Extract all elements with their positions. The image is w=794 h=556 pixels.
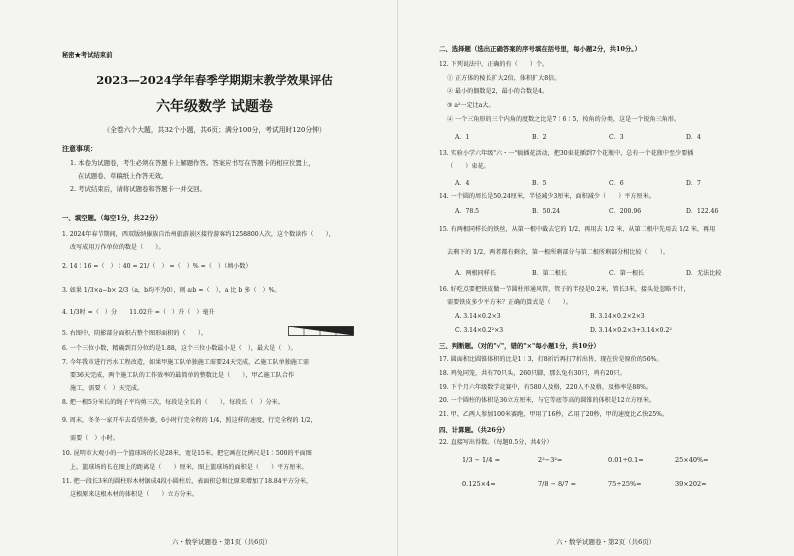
question-6: 6. 一个三位小数，精确到百分位约是1.88，这个三位小数最小是（ ），最大是（ ）。 (62, 345, 297, 352)
question-13: 13. 实验小学六年级"六・一"搞插花活动，把30束花插到7个花瓶中，总有一个花瓶中至少要插 (439, 150, 694, 157)
section-judge: 三、判断题。（对的"√"，错的"×"每小题1分，共10分） (439, 342, 600, 350)
question-9b: 需要（ ）小时。 (70, 435, 119, 442)
q12-item-1: ① 正方体的棱长扩大2倍，体积扩大8倍。 (447, 75, 561, 82)
note-1b: 在试题卷、草稿纸上作答无效。 (78, 172, 168, 180)
judge-17: 17. 圆面积比圆锥体积的比是1∶3，打8折后再打7折出售，现在价是原价的56%。 (439, 356, 663, 363)
q15-option-c: C．第一根长 (609, 270, 645, 277)
question-8: 8. 把一根5分米长的绳子平均剪三次，每段是全长的（ ），每段长（ ）分米。 (62, 399, 284, 406)
section-choice: 二、选择题（选出正确答案的序号填在括号里，每小题2分，共10分。） (439, 45, 641, 53)
question-10: 10. 昆明市大观小的一个篮球场的长是28米，宽是15米。把它画在比例尺是1∶500的平面图 (62, 450, 312, 457)
q14-option-b: B．50.24 (532, 208, 561, 215)
calc-5: 0.125×4= (462, 480, 496, 488)
note-2: 2. 考试结束后，请将试题卷和答题卡一并交回。 (70, 185, 206, 193)
q12-item-4: ④ 一个三角形的三个内角的度数之比是7∶6∶5，按角的分类，这是一个锐角三角形。 (447, 116, 680, 123)
q13-option-a: A．4 (455, 180, 470, 187)
q13-option-c: C．6 (609, 180, 624, 187)
q13-option-d: D．7 (686, 180, 701, 187)
q12-option-a: A．1 (455, 134, 470, 141)
q12-option-b: B．2 (532, 134, 547, 141)
q14-option-c: C．200.96 (609, 208, 642, 215)
judge-18: 18. 鸡兔同笼，共有70只头，260只脚，那么兔有30只，鸡有20只。 (439, 370, 626, 377)
question-9: 9. 周末，冬冬一家开车去看望外婆，6小时行完全程的 1/4，照这样的速度，行完全程的 1/2， (62, 417, 317, 424)
calc-4: 25×40%= (675, 456, 709, 464)
left-footer: 六・数学试题卷・第1页（共6页） (172, 538, 272, 546)
question-7b: 要36天完成，两个施工队的工作效率的最简单的整数比是（ ），甲乙施工队合作 (70, 372, 295, 379)
calc-3: 0.01÷0.1= (608, 456, 644, 464)
q16-option-d: D. 3.14×0.2×3+3.14×0.2² (590, 327, 672, 334)
judge-20: 20. 一个圆柱的体积是36立方厘米，与它等底等高的圆锥的体积是12立方厘米。 (439, 397, 656, 404)
notes-heading: 注意事项： (62, 144, 97, 153)
calc-2: 2²−3²= (538, 456, 563, 464)
exam-subtitle: 六年级数学 试题卷 (156, 99, 273, 115)
calc-8: 39×202≈ (675, 480, 707, 488)
question-16b: 需要铁皮多少平方米？正确的算式是（ ）。 (447, 299, 572, 306)
question-1b: 改写成用万作单位的数是（ ）。 (70, 244, 165, 251)
question-5: 5. 右图中，阴影部分面积占整个图形面积的（ ）。 (62, 330, 207, 337)
q16-option-c: C. 3.14×0.2²×3 (455, 327, 504, 334)
question-15: 15. 有两根同样长的铁丝，从第一根中截去它的 1/2，再用去 1/2 米，从第二根中先用去 1/2 米，再用 (439, 226, 716, 233)
exam-title: 2023—2024学年春季学期期末教学效果评估 (96, 73, 333, 87)
q14-option-a: A．78.5 (455, 208, 480, 215)
question-13b: （ ）束花。 (447, 163, 490, 170)
calc-7: 75÷25%= (608, 480, 642, 488)
q12-option-d: D．4 (686, 134, 701, 141)
judge-19: 19. 下个月六年级数学竞赛中，有580人及格，220人不及格，及格率是88%。 (439, 384, 652, 391)
question-2: 2. 14∶16 =（ ）∶40 = 21/（ ） =（ ）% =（ ）（填小数） (62, 263, 252, 270)
q14-option-d: D．122.46 (686, 208, 719, 215)
question-11b: 这根原来这根木材的体积是（ ）立方分米。 (70, 491, 198, 498)
q12-item-3: ③ a²一定比a大。 (447, 102, 495, 109)
q16-option-a: A. 3.14×0.2×3 (455, 313, 501, 320)
question-7c: 施工，需要（ ）天完成。 (70, 385, 144, 392)
q13-option-b: B．5 (532, 180, 547, 187)
calc-6: 7/8 − 8/7 = (538, 480, 577, 488)
calc-1: 1/3 − 1/4 = (462, 456, 501, 464)
q16-option-b: B. 3.14×0.2×2×3 (590, 313, 645, 320)
exam-info: （全卷六个大题，共32个小题，共6页；满分100分，考试用时120分钟） (103, 126, 326, 134)
question-12: 12. 下列说法中，正确的有（ ）个。 (439, 61, 549, 68)
question-3: 3. 如果 1/3×a−b× 2/3（a，b均不为0），则 a∶b =（ ），a 比 b 多（ ）%。 (62, 287, 281, 294)
judge-21: 21. 甲、乙两人参加100米赛跑，甲用了16秒，乙用了20秒，甲的速度比乙快25%。 (439, 411, 669, 418)
question-4: 4. 1/3时 =（ ）分 11.02升 =（ ）升（ ）毫升 (62, 309, 215, 316)
q12-option-c: C．3 (609, 134, 624, 141)
q15-option-b: B．第二根长 (532, 270, 567, 277)
question-15b: 去剩下的 1/2，两者都有剩余，第一根所剩部分与第二根所剩部分相比较（ ）。 (447, 249, 669, 256)
question-7: 7. 今年我市进行污水工程改造，如果甲施工队单独施工需要24天完成，乙施工队单独施工需 (62, 359, 310, 366)
question-16: 16. 好吃点要把铁皮做一节圆柱形通风管，管子的半径是0.2米，管长3米，接头处忽略不计， (439, 286, 690, 293)
q15-option-a: A．两根同样长 (455, 270, 496, 277)
note-1: 1. 本卷为试题卷，考生必须在答题卡上解题作答。答案应书写在答题卡的相应位置上， (70, 159, 315, 167)
right-footer: 六・数学试题卷・第2页（共6页） (556, 538, 656, 546)
q15-option-d: D．无法比较 (686, 270, 722, 277)
question-1: 1. 2024年春节期间，西双版纳傣族自治州旅游景区接待游客约1258800人次，这个数读作（ ）， (62, 231, 335, 238)
section-fill-blank: 一、填空题。（每空1分，共22分） (62, 214, 162, 222)
question-11: 11. 把一段长3米的圆柱形木材锯成4段小圆柱后，表面积总和比原来增加了18.84平方分米， (62, 478, 313, 485)
section-calc: 四、计算题。（共26分） (439, 426, 509, 434)
question-10b: 上，篮球场的长在图上的距离是（ ）厘米，图上篮球场的面积是（ ）平方厘米。 (70, 464, 308, 471)
confidential-mark: 秘密★考试结束前 (62, 52, 113, 59)
question-22: 22. 直接写出得数。（每题0.5分，共4分） (439, 439, 553, 446)
q12-item-2: ② 最小的偶数是2，最小的合数是4。 (447, 88, 549, 95)
question-14: 14. 一个圆的周长是50.24厘米，半径减少3厘米，面积减少（ ）平方厘米。 (439, 193, 655, 200)
shaded-figure (288, 326, 354, 336)
